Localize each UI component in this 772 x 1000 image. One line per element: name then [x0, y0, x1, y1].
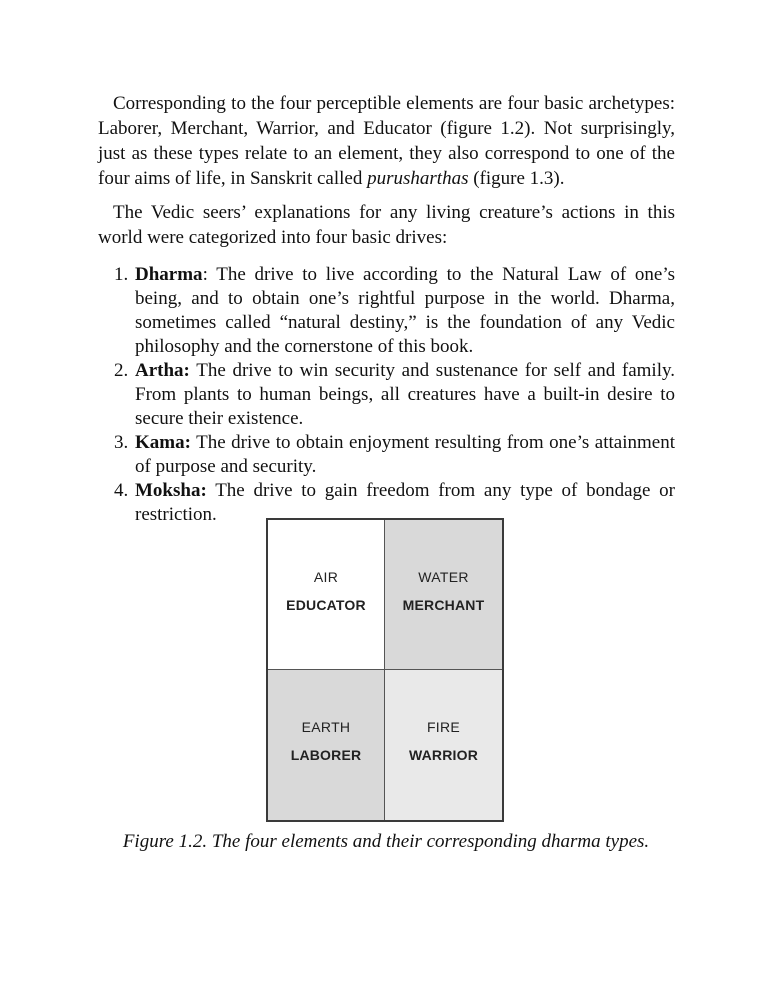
drive-term: Kama: [135, 432, 191, 453]
drive-term: Moksha: [135, 480, 207, 501]
list-item-number: 4. [114, 480, 129, 501]
list-item-kama [98, 431, 675, 479]
drive-term: Artha: [135, 360, 190, 381]
intro-text-1a: Corresponding to the four perceptible elements are four basic archetypes: Laborer, Merchant, Warrior, and Educator (figure 1.2). Not surprisingly, just as these types relate to an element, they also correspond to one of the four aims of life, in Sanskrit called [98, 93, 675, 189]
grid-cell-fire [385, 670, 502, 820]
element-label: FIRE [426, 719, 461, 735]
element-label: WATER [418, 568, 469, 585]
element-label: AIR [313, 568, 339, 585]
elements-grid-figure [266, 518, 504, 822]
drive-description: The drive to gain freedom from any type of bondage or restriction. [135, 480, 675, 525]
dharma-type-label: MERCHANT [402, 596, 485, 613]
dharma-type-label: LABORER [290, 747, 362, 763]
list-item-number: 2. [114, 360, 129, 381]
purusharthas-term: purusharthas [367, 168, 469, 189]
list-item-artha [98, 359, 675, 431]
drives-list [98, 263, 675, 527]
list-item-number: 3. [114, 432, 129, 453]
drive-description: The drive to win security and sustenance for self and family. From plants to human beings, all creatures have a built-in desire to secure their existence. [135, 360, 675, 429]
grid-cell-air [268, 520, 385, 670]
drive-description: : The drive to live according to the Natural Law of one’s being, and to obtain one’s rightful purpose in the world. Dharma, sometimes called “natural destiny,” is the foundation of any Vedic philosophy and the cornerstone of this book. [135, 264, 675, 357]
intro-paragraph-2: The Vedic seers’ explanations for any living creature’s actions in this world were categorized into four basic drives: [98, 202, 675, 248]
page-body [98, 91, 675, 527]
figure-caption: Figure 1.2. The four elements and their corresponding dharma types. [122, 831, 650, 852]
dharma-type-label: WARRIOR [408, 747, 479, 763]
element-label: EARTH [301, 719, 351, 735]
grid-cell-earth [268, 670, 385, 820]
intro-text-1b: (figure 1.3). [468, 168, 565, 189]
list-item-dharma [98, 263, 675, 359]
drive-description: The drive to obtain enjoyment resulting from one’s attainment of purpose and security. [135, 432, 675, 477]
grid-cell-water [385, 520, 502, 670]
list-item-number: 1. [114, 264, 129, 285]
dharma-type-label: EDUCATOR [286, 596, 366, 613]
intro-paragraph-1 [98, 91, 675, 191]
drive-term: Dharma [135, 264, 203, 285]
